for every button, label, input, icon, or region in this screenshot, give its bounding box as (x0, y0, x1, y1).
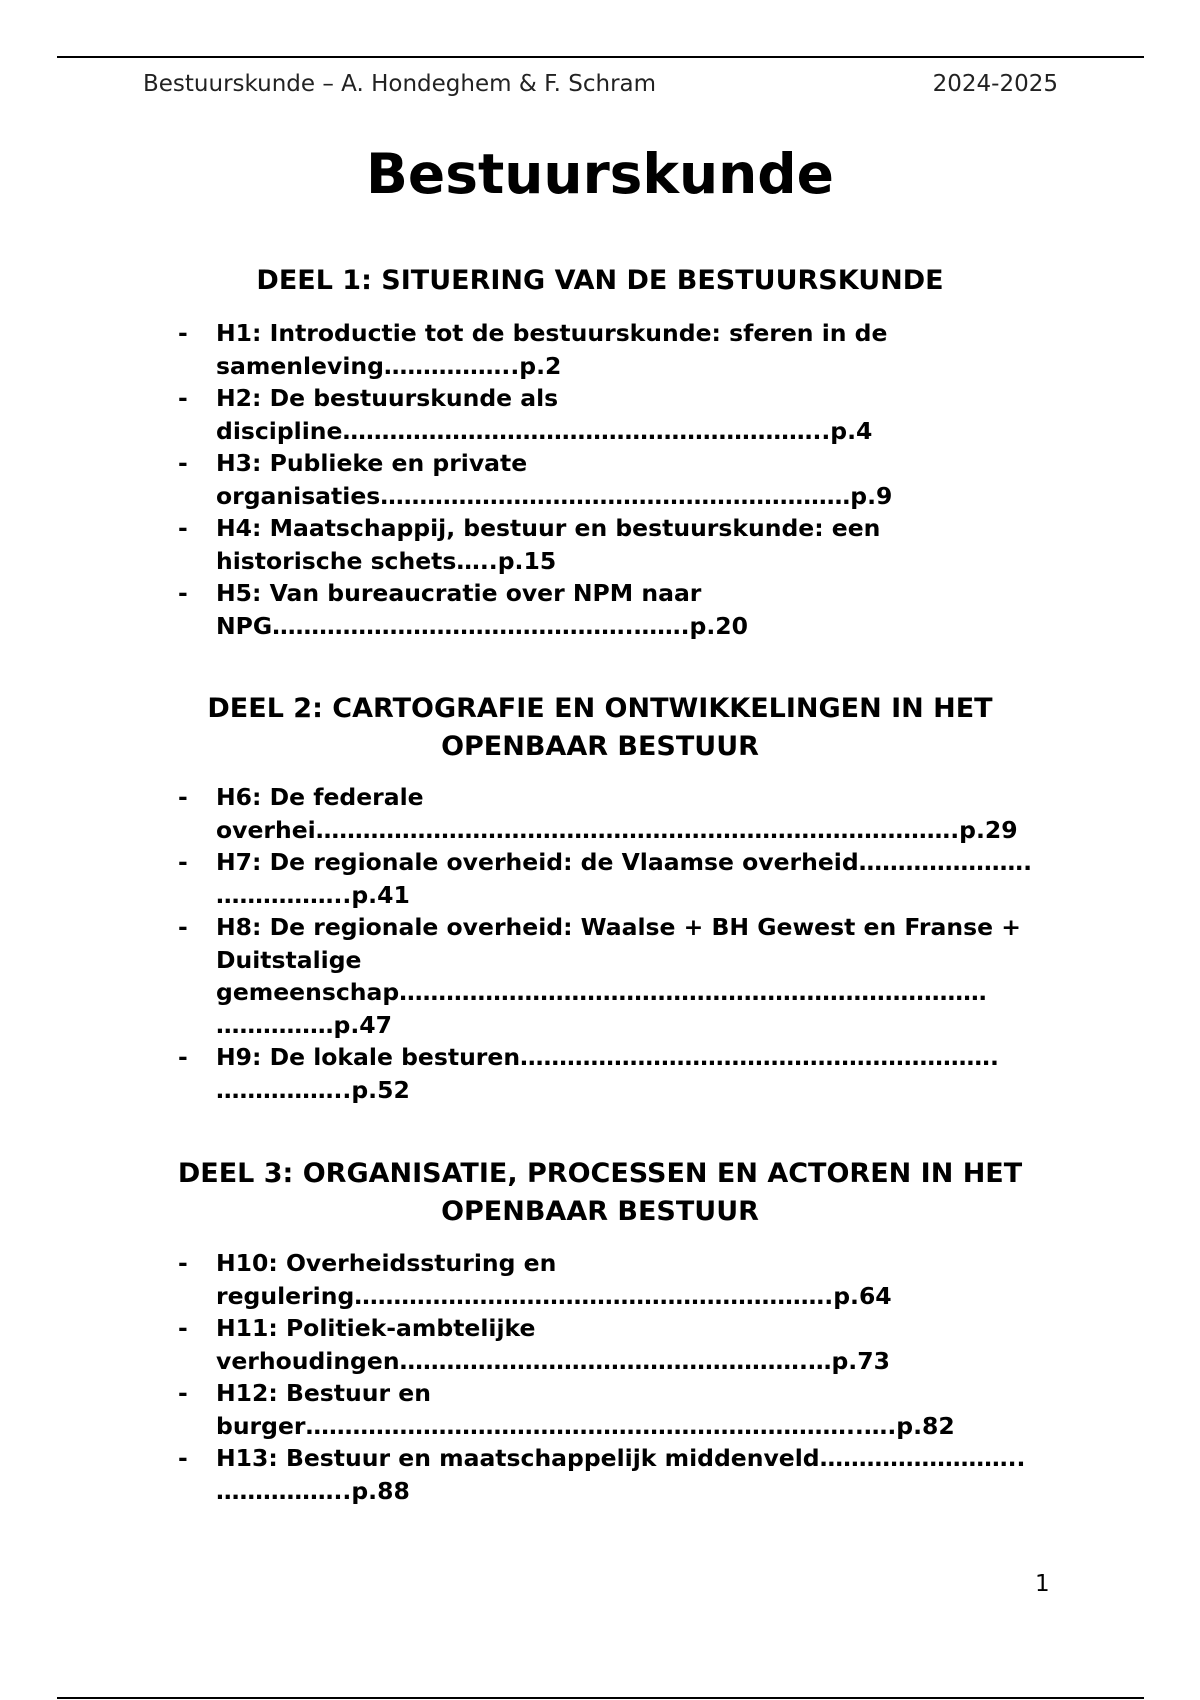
toc-item-line: historische schets…..p.15 (216, 546, 557, 575)
part-3 (0, 1155, 1200, 1231)
top-rule (57, 56, 1144, 58)
list-dash: - (178, 1249, 188, 1277)
toc-item-line: H7: De regionale overheid: de Vlaamse overheid…………………. (216, 848, 1033, 876)
toc-item-line: H1: Introductie tot de bestuurskunde: sferen in de (216, 319, 888, 347)
header-year: 2024-2025 (932, 71, 1058, 97)
toc-item-line: regulering…………………………………………………….p.64 (216, 1281, 892, 1310)
part-heading (140, 690, 1060, 766)
toc-item-line: gemeenschap………………………………………………………………… (216, 978, 987, 1006)
toc-item-line: H9: De lokale besturen……………………………………………………. (216, 1043, 999, 1071)
toc-list-part-2 (178, 781, 1078, 1106)
part-heading (140, 1155, 1060, 1231)
list-dash: - (178, 514, 188, 542)
toc-item-line: ……………..p.41 (216, 880, 410, 909)
toc-item[interactable] (178, 1377, 1078, 1442)
part-heading-line: OPENBAAR BESTUUR (441, 731, 759, 762)
list-dash: - (178, 579, 188, 607)
toc-item[interactable] (178, 512, 1078, 577)
toc-item-line: ……………..p.52 (216, 1075, 410, 1104)
toc-list-part-3 (178, 1247, 1078, 1507)
toc-item-line: organisaties……………………………………………………p.9 (216, 481, 893, 510)
list-dash: - (178, 1444, 188, 1472)
toc-item-line: ……………p.47 (216, 1010, 392, 1039)
toc-item-line: Duitstalige (216, 945, 362, 974)
part-heading-line: DEEL 2: CARTOGRAFIE EN ONTWIKKELINGEN IN HET (207, 693, 993, 724)
toc-item-line: H6: De federale (216, 783, 424, 811)
page-number: 1 (1035, 1571, 1050, 1597)
toc-item-line: H4: Maatschappij, bestuur en bestuurskunde: een (216, 514, 881, 542)
toc-item-line: samenleving……………..p.2 (216, 351, 562, 380)
toc-item-line: H11: Politiek-ambtelijke (216, 1314, 536, 1342)
toc-item-line: ……………..p.88 (216, 1476, 410, 1505)
toc-item-line: H12: Bestuur en (216, 1379, 431, 1407)
list-dash: - (178, 319, 188, 347)
toc-item-line: verhoudingen…………………………………………….…p.73 (216, 1346, 890, 1375)
list-dash: - (178, 848, 188, 876)
toc-item[interactable] (178, 1442, 1078, 1507)
list-dash: - (178, 1379, 188, 1407)
toc-item[interactable] (178, 577, 1078, 642)
toc-item-line: discipline……………………………………………………..p.4 (216, 416, 873, 445)
toc-item-line: burger……………………………………………………………..….p.82 (216, 1411, 955, 1440)
toc-item-line: overhei……………………………………………………………………….p.29 (216, 815, 1018, 844)
part-heading-line: DEEL 3: ORGANISATIE, PROCESSEN EN ACTOREN IN HET (177, 1158, 1023, 1189)
part-heading (140, 262, 1060, 300)
toc-item[interactable] (178, 846, 1078, 911)
list-dash: - (178, 449, 188, 477)
part-heading-line: DEEL 1: SITUERING VAN DE BESTUURSKUNDE (256, 265, 944, 296)
toc-item-line: H10: Overheidssturing en (216, 1249, 557, 1277)
toc-item-line: H13: Bestuur en maatschappelijk middenveld…………………….. (216, 1444, 1026, 1472)
bottom-rule (57, 1697, 1144, 1699)
part-2 (0, 690, 1200, 766)
toc-item-line: H5: Van bureaucratie over NPM naar (216, 579, 702, 607)
toc-item[interactable] (178, 781, 1078, 846)
toc-item[interactable] (178, 317, 1078, 382)
list-dash: - (178, 783, 188, 811)
list-dash: - (178, 1043, 188, 1071)
header-author-line: Bestuurskunde – A. Hondeghem & F. Schram (143, 71, 657, 97)
toc-item[interactable] (178, 1041, 1078, 1106)
list-dash: - (178, 913, 188, 941)
toc-item-line: H8: De regionale overheid: Waalse + BH Gewest en Franse + (216, 913, 1021, 941)
document-title: Bestuurskunde (366, 142, 834, 206)
part-1 (0, 262, 1200, 300)
list-dash: - (178, 384, 188, 412)
toc-item[interactable] (178, 1312, 1078, 1377)
toc-item-line: H3: Publieke en private (216, 449, 528, 477)
toc-item-line: H2: De bestuurskunde als (216, 384, 559, 412)
toc-item-line: NPG……………………………………….…….p.20 (216, 611, 748, 640)
toc-list-part-1 (178, 317, 1078, 642)
toc-item[interactable] (178, 382, 1078, 447)
toc-item[interactable] (178, 911, 1078, 1041)
page-header (143, 71, 1058, 101)
list-dash: - (178, 1314, 188, 1342)
part-heading-line: OPENBAAR BESTUUR (441, 1196, 759, 1227)
toc-item[interactable] (178, 1247, 1078, 1312)
toc-item[interactable] (178, 447, 1078, 512)
